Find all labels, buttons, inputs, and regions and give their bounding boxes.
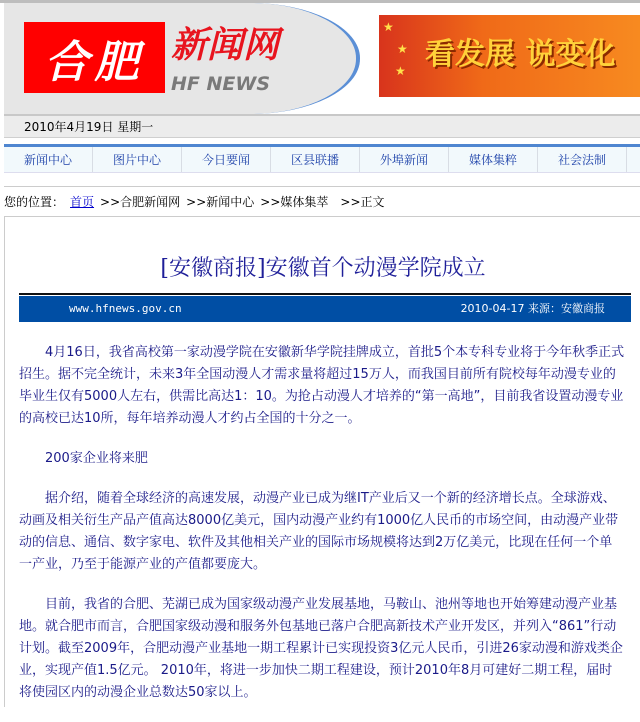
paragraph: 目前，我省的合肥、芜湖已成为国家级动漫产业发展基地，马鞍山、池州等地也开始筹建动漫产业基地。就合肥市而言，合肥国家级动漫和服务外包基地已落户合肥高新技术产业开发区，并列入“861”行动计划。截至2009年，合肥动漫产业基地一期工程累计已实现投资3亿元人民币，引进26家动漫和游戏类企业，实现产值1.5亿元。 2010年，将进一步加快二期工程建设，预计2010年8月可建好二期工程，届时将使园区内的动漫企业总数达50家以上。 [19, 597, 623, 700]
paragraph: 据介绍，随着全球经济的高速发展，动漫产业已成为继IT产业后又一个新的经济增长点。全球游戏、动画及相关衍生产品产值高达8000亿美元，国内动漫产业约有1000亿人民币的市场空间，由动漫产业带动的信息、通信、数字家电、软件及其他相关产业的国际市场规模将达到2万亿美元，比现在任何一个单一产业，乃至于能源产业的产值都要庞大。 [19, 491, 619, 572]
date-bar: 2010年4月19日 星期一 [4, 116, 640, 138]
breadcrumb-item: >>正文 [340, 195, 385, 209]
nav-item-district-news[interactable]: 区县联播 [271, 147, 360, 172]
banner-text: 看发展 说变化 [425, 37, 616, 72]
logo-english: HF NEWS [171, 73, 271, 95]
logo[interactable]: 合肥 [24, 22, 165, 93]
star-icon: ★ [397, 42, 408, 56]
star-icon: ★ [395, 64, 406, 78]
nav-item-today-headlines[interactable]: 今日要闻 [182, 147, 271, 172]
nav-item-society-law[interactable]: 社会法制 [538, 147, 627, 172]
nav-item-news-center[interactable]: 新闻中心 [4, 147, 93, 172]
banner-ad[interactable] [379, 15, 640, 97]
article-container [4, 217, 640, 707]
breadcrumb [4, 186, 640, 217]
nav-item-media-digest[interactable]: 媒体集粹 [449, 147, 538, 172]
paragraph: 4月16日，我省高校第一家动漫学院在安徽新华学院挂牌成立，首批5个本专科专业将于今年秋季正式招生。据不完全统计，未来3年全国动漫人才需求量将超过15万人，而我国目前所有院校每年动漫专业的毕业生仅有5000人左右，供需比高达1：10。为抢占动漫人才培养的“第一高地”，目前我省设置动漫专业的高校已达10所，每年培养动漫人才约占全国的十分之一。 [19, 345, 625, 426]
article-body [19, 342, 625, 722]
title-rule [19, 293, 631, 295]
logo-text: 新闻网 [171, 25, 280, 66]
nav-item-photo-center[interactable]: 图片中心 [93, 147, 182, 172]
star-icon: ★ [383, 20, 394, 34]
breadcrumb-item[interactable]: >>新闻中心 [186, 195, 255, 209]
site-header [4, 3, 640, 114]
main-nav [4, 147, 640, 173]
breadcrumb-item[interactable]: >>媒体集萃 [260, 195, 329, 209]
article-date-source: 2010-04-17 来源：安徽商报 [460, 302, 605, 315]
article-info-bar [19, 296, 631, 322]
breadcrumb-item[interactable]: >>合肥新闻网 [100, 195, 181, 209]
breadcrumb-label: 您的位置： [4, 195, 65, 209]
nav-item-external-news[interactable]: 外埠新闻 [360, 147, 449, 172]
site-url: www.hfnews.gov.cn [69, 302, 182, 315]
subheading: 200家企业将来肥 [45, 451, 148, 466]
breadcrumb-home-link[interactable]: 首页 [70, 195, 95, 209]
article-title: [安徽商报]安徽首个动漫学院成立 [160, 256, 486, 281]
